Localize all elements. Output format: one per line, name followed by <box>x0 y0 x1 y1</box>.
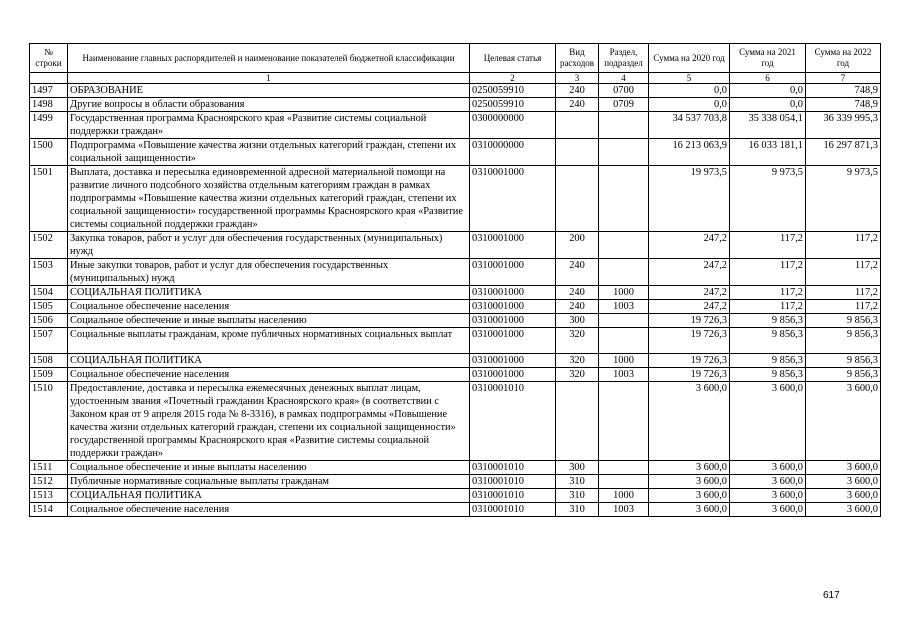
row-sum-2022: 748,9 <box>806 84 881 98</box>
row-sum-2021: 3 600,0 <box>730 489 806 503</box>
row-sum-2021: 9 973,5 <box>730 166 806 232</box>
row-expense-type: 240 <box>556 259 599 286</box>
column-index: 3 <box>556 73 599 84</box>
row-sum-2022: 9 856,3 <box>806 354 881 368</box>
table-row <box>30 286 881 300</box>
row-section: 1003 <box>599 300 649 314</box>
row-sum-2020: 3 600,0 <box>649 489 730 503</box>
table-row <box>30 489 881 503</box>
row-expense-type: 320 <box>556 354 599 368</box>
row-section <box>599 461 649 475</box>
row-expense-type: 300 <box>556 314 599 328</box>
row-name: Предоставление, доставка и пересылка ежемесячных денежных выплат лицам, удостоенным звания «Почетный гражданин Красноярского края» (в соответствии с Законом края от 9 апреля 2015 года № 8-3316), в рамках подпрограммы «Повышение качества жизни отдельных категорий граждан, степени их социальной защищенности» государственной программы Красноярского края «Развитие системы социальной поддержки граждан» <box>68 382 470 461</box>
row-expense-type: 200 <box>556 232 599 259</box>
header-sum-2022: Сумма на 2022 год <box>806 44 881 73</box>
row-sum-2020: 19 726,3 <box>649 314 730 328</box>
row-name: Социальное обеспечение населения <box>68 300 470 314</box>
row-name: Подпрограмма «Повышение качества жизни отдельных категорий граждан, степени их социальной защищенности» <box>68 139 470 166</box>
row-target-article: 0310001000 <box>470 259 556 286</box>
row-name: Закупка товаров, работ и услуг для обеспечения государственных (муниципальных) нужд <box>68 232 470 259</box>
row-sum-2020: 34 537 703,8 <box>649 112 730 139</box>
header-section: Раздел, подраздел <box>599 44 649 73</box>
row-target-article: 0310001010 <box>470 489 556 503</box>
column-index: 2 <box>470 73 556 84</box>
row-sum-2022: 117,2 <box>806 300 881 314</box>
header-row-no: № строки <box>30 44 68 73</box>
row-name: Публичные нормативные социальные выплаты гражданам <box>68 475 470 489</box>
row-sum-2020: 247,2 <box>649 286 730 300</box>
row-name: Другие вопросы в области образования <box>68 98 470 112</box>
row-number: 1509 <box>30 368 68 382</box>
table-row <box>30 461 881 475</box>
row-target-article: 0250059910 <box>470 98 556 112</box>
row-sum-2021: 9 856,3 <box>730 328 806 354</box>
table-body <box>30 84 881 517</box>
row-number: 1514 <box>30 503 68 517</box>
row-number: 1498 <box>30 98 68 112</box>
row-sum-2020: 247,2 <box>649 300 730 314</box>
row-sum-2021: 9 856,3 <box>730 368 806 382</box>
row-sum-2021: 9 856,3 <box>730 354 806 368</box>
row-sum-2022: 117,2 <box>806 259 881 286</box>
row-sum-2022: 3 600,0 <box>806 382 881 461</box>
row-target-article: 0310001000 <box>470 354 556 368</box>
row-sum-2021: 3 600,0 <box>730 503 806 517</box>
table-row <box>30 314 881 328</box>
row-sum-2020: 3 600,0 <box>649 461 730 475</box>
row-number: 1508 <box>30 354 68 368</box>
row-target-article: 0310000000 <box>470 139 556 166</box>
row-name: Социальное обеспечение и иные выплаты населению <box>68 461 470 475</box>
row-section: 1003 <box>599 368 649 382</box>
row-expense-type <box>556 382 599 461</box>
row-expense-type: 240 <box>556 98 599 112</box>
table-row <box>30 259 881 286</box>
row-section: 1000 <box>599 286 649 300</box>
row-sum-2021: 16 033 181,1 <box>730 139 806 166</box>
row-sum-2021: 117,2 <box>730 259 806 286</box>
row-number: 1505 <box>30 300 68 314</box>
row-number: 1513 <box>30 489 68 503</box>
header-row <box>30 44 881 73</box>
row-number: 1504 <box>30 286 68 300</box>
row-name: Иные закупки товаров, работ и услуг для обеспечения государственных (муниципальных) нужд <box>68 259 470 286</box>
row-expense-type <box>556 112 599 139</box>
row-expense-type: 240 <box>556 84 599 98</box>
row-section: 1003 <box>599 503 649 517</box>
row-sum-2022: 9 856,3 <box>806 314 881 328</box>
row-sum-2021: 0,0 <box>730 84 806 98</box>
row-section <box>599 475 649 489</box>
row-sum-2021: 3 600,0 <box>730 382 806 461</box>
row-target-article: 0310001000 <box>470 286 556 300</box>
row-sum-2021: 3 600,0 <box>730 475 806 489</box>
row-sum-2020: 0,0 <box>649 98 730 112</box>
row-sum-2021: 117,2 <box>730 232 806 259</box>
row-section <box>599 166 649 232</box>
row-sum-2022: 3 600,0 <box>806 475 881 489</box>
row-number: 1511 <box>30 461 68 475</box>
row-expense-type: 300 <box>556 461 599 475</box>
row-target-article: 0300000000 <box>470 112 556 139</box>
header-sum-2020: Сумма на 2020 год <box>649 44 730 73</box>
row-section <box>599 382 649 461</box>
column-index: 5 <box>649 73 730 84</box>
row-expense-type: 240 <box>556 300 599 314</box>
row-target-article: 0310001010 <box>470 503 556 517</box>
row-section <box>599 139 649 166</box>
table-row <box>30 382 881 461</box>
row-sum-2022: 117,2 <box>806 286 881 300</box>
row-sum-2021: 117,2 <box>730 300 806 314</box>
row-sum-2020: 0,0 <box>649 84 730 98</box>
row-target-article: 0310001010 <box>470 382 556 461</box>
row-target-article: 0310001010 <box>470 475 556 489</box>
row-sum-2020: 19 973,5 <box>649 166 730 232</box>
table-row <box>30 368 881 382</box>
row-expense-type: 240 <box>556 286 599 300</box>
row-expense-type: 320 <box>556 368 599 382</box>
row-name: Государственная программа Красноярского края «Развитие системы социальной поддержки граждан» <box>68 112 470 139</box>
row-sum-2022: 3 600,0 <box>806 489 881 503</box>
row-number: 1510 <box>30 382 68 461</box>
table-row <box>30 354 881 368</box>
row-name: Социальные выплаты гражданам, кроме публичных нормативных социальных выплат <box>68 328 470 354</box>
row-sum-2020: 19 726,3 <box>649 328 730 354</box>
row-expense-type <box>556 166 599 232</box>
table-row <box>30 328 881 354</box>
table-row <box>30 300 881 314</box>
row-number: 1506 <box>30 314 68 328</box>
row-section: 0709 <box>599 98 649 112</box>
row-sum-2022: 117,2 <box>806 232 881 259</box>
row-expense-type: 310 <box>556 503 599 517</box>
row-sum-2021: 9 856,3 <box>730 314 806 328</box>
table-row <box>30 166 881 232</box>
row-name: Социальное обеспечение населения <box>68 368 470 382</box>
row-number: 1501 <box>30 166 68 232</box>
row-number: 1499 <box>30 112 68 139</box>
header-type: Вид расходов <box>556 44 599 73</box>
row-sum-2020: 16 213 063,9 <box>649 139 730 166</box>
row-name: Выплата, доставка и пересылка единовременной адресной материальной помощи на развитие личного подсобного хозяйства отдельным категориям граждан в рамках подпрограммы «Повышение качества жизни отдельных категорий граждан, степени их социальной защищенности» государственной программы Красноярского края «Развитие системы социальной поддержки граждан» <box>68 166 470 232</box>
row-sum-2021: 117,2 <box>730 286 806 300</box>
page-number: 617 <box>823 590 840 601</box>
header-name: Наименование главных распорядителей и наименование показателей бюджетной классификации <box>68 44 470 73</box>
row-sum-2022: 748,9 <box>806 98 881 112</box>
row-name: Социальное обеспечение и иные выплаты населению <box>68 314 470 328</box>
column-index: 4 <box>599 73 649 84</box>
row-sum-2021: 0,0 <box>730 98 806 112</box>
row-sum-2020: 3 600,0 <box>649 475 730 489</box>
row-number: 1497 <box>30 84 68 98</box>
table-row <box>30 84 881 98</box>
row-sum-2022: 9 856,3 <box>806 368 881 382</box>
column-index: 7 <box>806 73 881 84</box>
header-sum-2021: Сумма на 2021 год <box>730 44 806 73</box>
row-sum-2020: 3 600,0 <box>649 503 730 517</box>
row-section <box>599 328 649 354</box>
row-expense-type: 310 <box>556 475 599 489</box>
row-section <box>599 259 649 286</box>
row-sum-2020: 19 726,3 <box>649 368 730 382</box>
row-sum-2022: 9 856,3 <box>806 328 881 354</box>
column-index: 6 <box>730 73 806 84</box>
row-target-article: 0310001000 <box>470 166 556 232</box>
row-expense-type: 320 <box>556 328 599 354</box>
row-number: 1512 <box>30 475 68 489</box>
row-target-article: 0250059910 <box>470 84 556 98</box>
table-row <box>30 112 881 139</box>
row-name: ОБРАЗОВАНИЕ <box>68 84 470 98</box>
row-sum-2020: 3 600,0 <box>649 382 730 461</box>
row-sum-2022: 3 600,0 <box>806 461 881 475</box>
row-number: 1500 <box>30 139 68 166</box>
row-section <box>599 232 649 259</box>
row-name: СОЦИАЛЬНАЯ ПОЛИТИКА <box>68 286 470 300</box>
row-target-article: 0310001000 <box>470 314 556 328</box>
row-name: СОЦИАЛЬНАЯ ПОЛИТИКА <box>68 489 470 503</box>
row-section: 1000 <box>599 489 649 503</box>
table-row <box>30 232 881 259</box>
table-row <box>30 503 881 517</box>
row-number: 1507 <box>30 328 68 354</box>
row-section: 0700 <box>599 84 649 98</box>
header-target: Целевая статья <box>470 44 556 73</box>
table-row <box>30 475 881 489</box>
row-sum-2020: 247,2 <box>649 259 730 286</box>
row-sum-2022: 9 973,5 <box>806 166 881 232</box>
row-section <box>599 112 649 139</box>
column-index-empty <box>30 73 68 84</box>
row-number: 1503 <box>30 259 68 286</box>
row-section: 1000 <box>599 354 649 368</box>
row-target-article: 0310001010 <box>470 461 556 475</box>
row-target-article: 0310001000 <box>470 368 556 382</box>
row-sum-2020: 19 726,3 <box>649 354 730 368</box>
row-sum-2021: 35 338 054,1 <box>730 112 806 139</box>
budget-table <box>29 43 881 517</box>
row-target-article: 0310001000 <box>470 300 556 314</box>
table-row <box>30 139 881 166</box>
row-target-article: 0310001000 <box>470 232 556 259</box>
row-expense-type <box>556 139 599 166</box>
row-sum-2020: 247,2 <box>649 232 730 259</box>
row-name: Социальное обеспечение населения <box>68 503 470 517</box>
row-sum-2022: 36 339 995,3 <box>806 112 881 139</box>
row-sum-2021: 3 600,0 <box>730 461 806 475</box>
row-section <box>599 314 649 328</box>
column-index-row <box>30 73 881 84</box>
column-index: 1 <box>68 73 470 84</box>
row-target-article: 0310001000 <box>470 328 556 354</box>
row-sum-2022: 3 600,0 <box>806 503 881 517</box>
row-number: 1502 <box>30 232 68 259</box>
table-row <box>30 98 881 112</box>
row-expense-type: 310 <box>556 489 599 503</box>
row-sum-2022: 16 297 871,3 <box>806 139 881 166</box>
row-name: СОЦИАЛЬНАЯ ПОЛИТИКА <box>68 354 470 368</box>
